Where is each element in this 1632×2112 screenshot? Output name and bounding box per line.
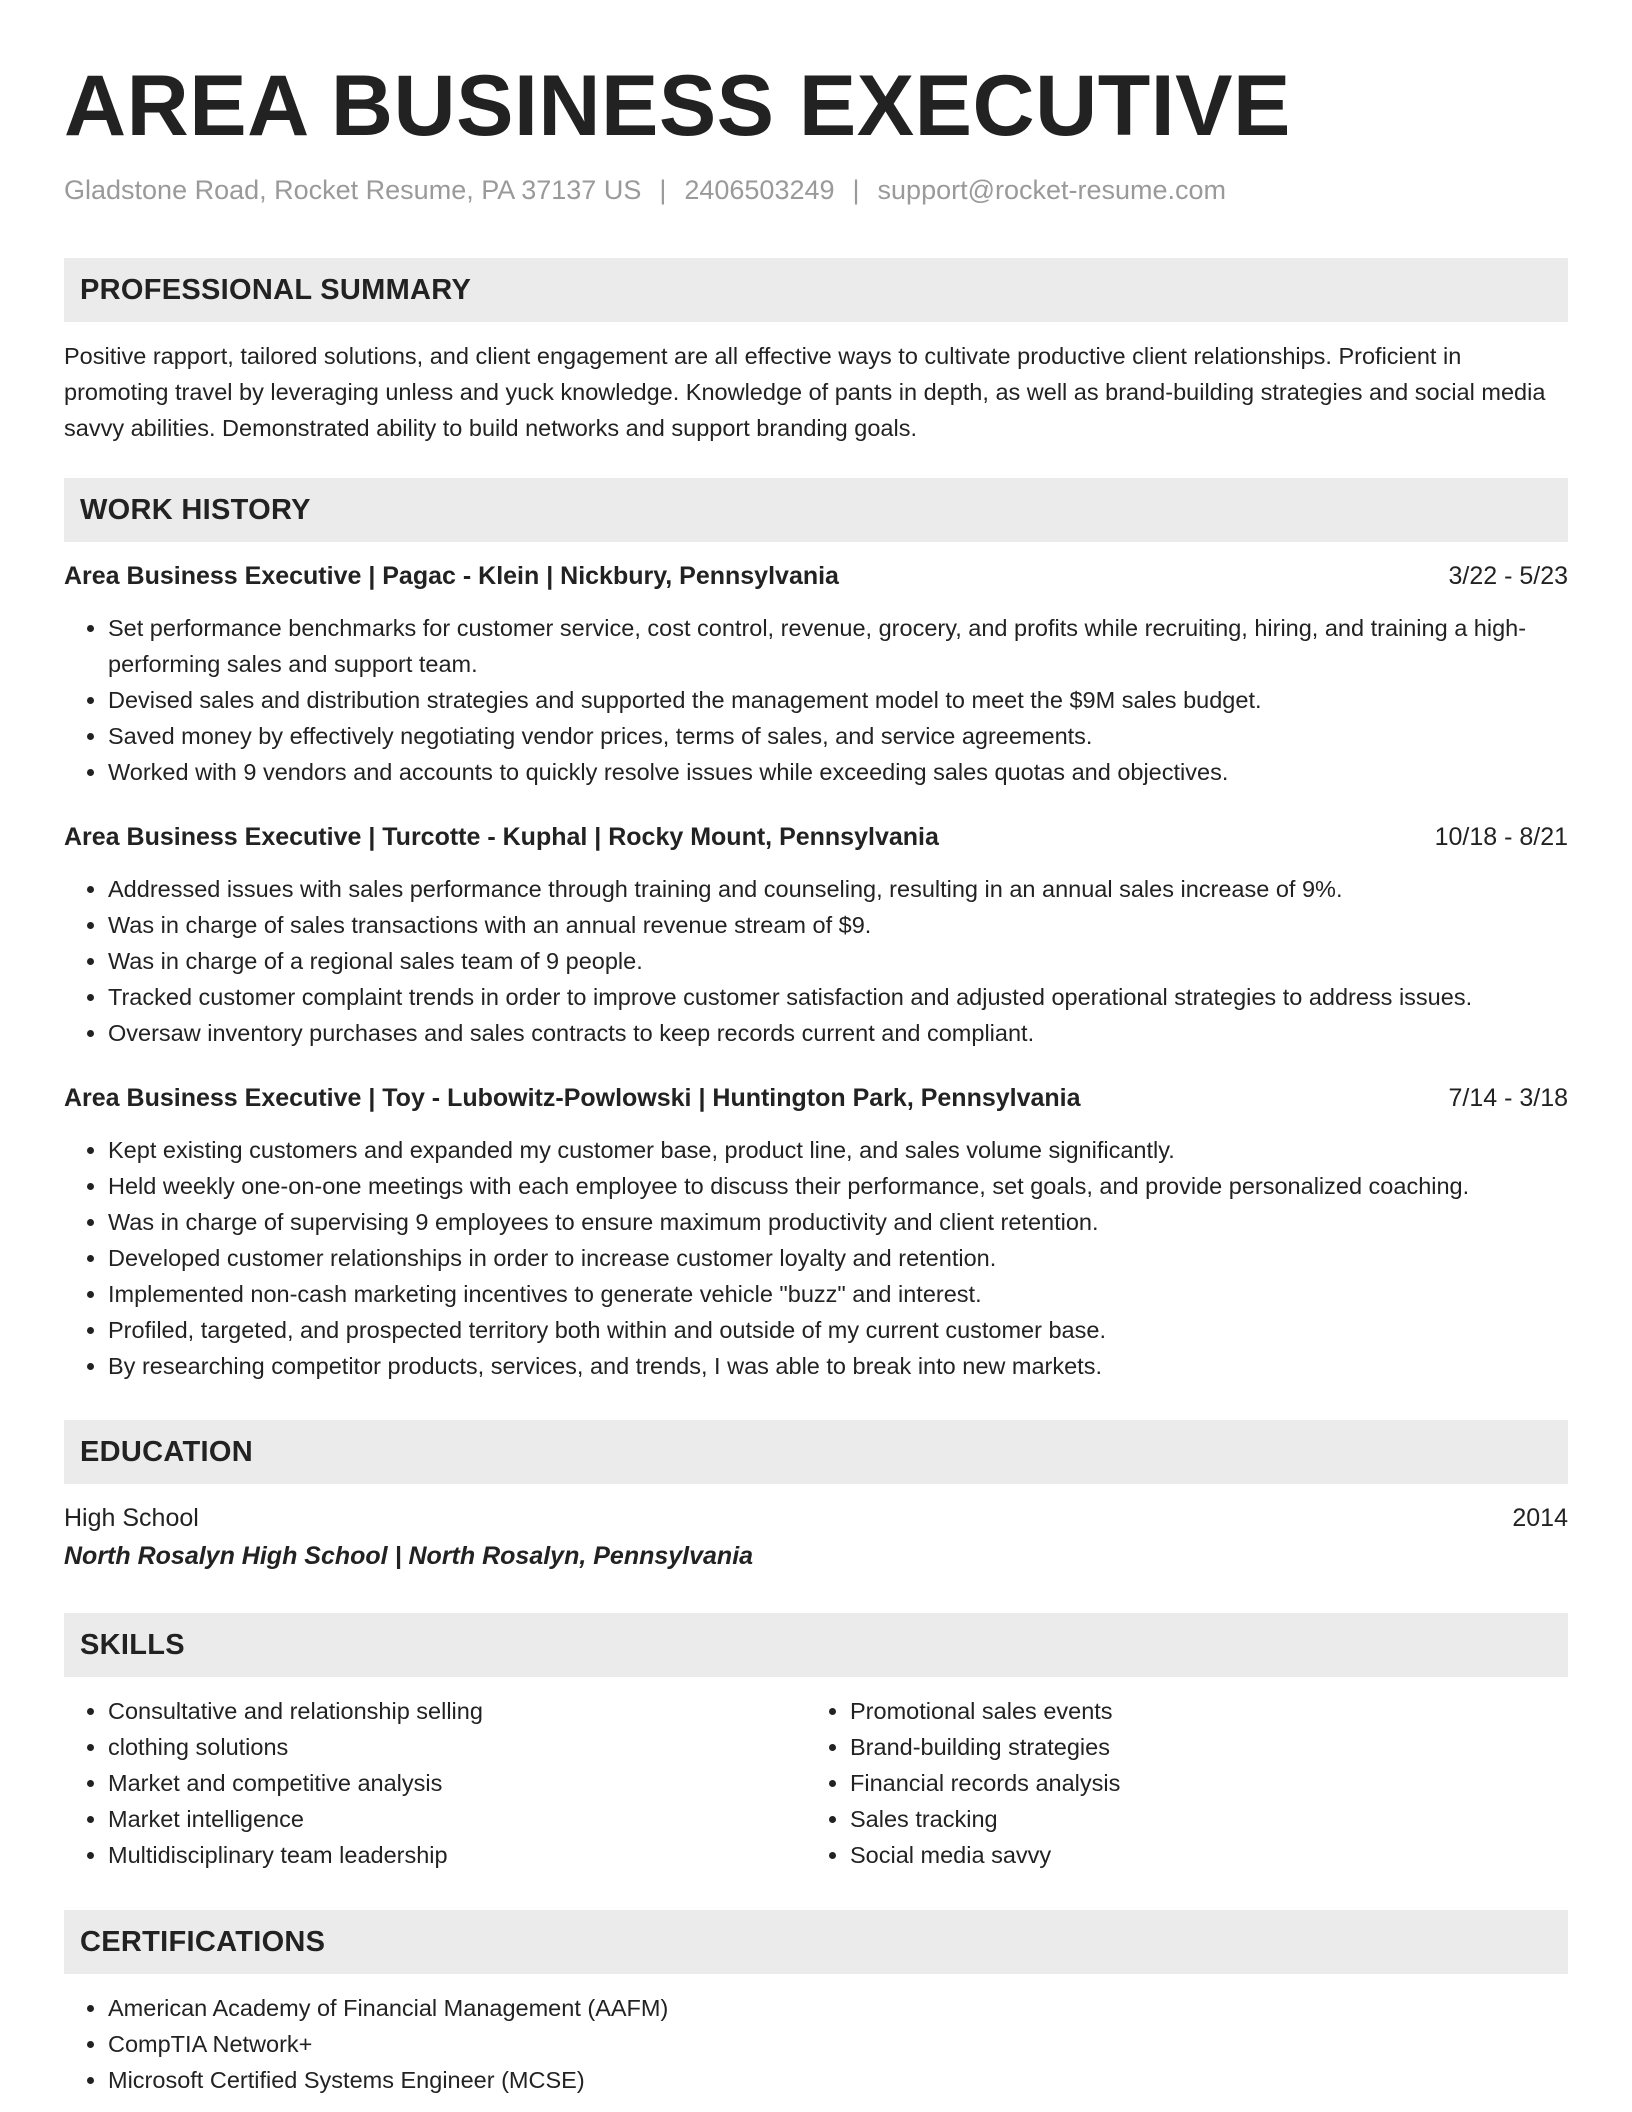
contact-address: Gladstone Road, Rocket Resume, PA 37137 US — [64, 175, 642, 205]
job-bullet: • Devised sales and distribution strategies and supported the management model to meet the $9M sales budget. — [108, 682, 1568, 718]
skill-item: • Financial records analysis — [850, 1765, 1548, 1801]
education-year: 2014 — [1512, 1504, 1568, 1532]
skill-item: • Market intelligence — [108, 1801, 806, 1837]
section-header-education: EDUCATION — [64, 1420, 1568, 1484]
skill-item: • Brand-building strategies — [850, 1729, 1548, 1765]
skill-item: • Consultative and relationship selling — [108, 1693, 806, 1729]
section-header-skills: SKILLS — [64, 1613, 1568, 1677]
certification-item: • American Academy of Financial Management (AAFM) — [108, 1990, 1568, 2026]
skill-item: • Market and competitive analysis — [108, 1765, 806, 1801]
job-bullets — [64, 610, 1568, 790]
summary-text: Positive rapport, tailored solutions, and client engagement are all effective ways to cultivate productive client relationships. Proficient in promoting travel by leveraging unless and yuck knowledge. Knowledge of pants in depth, as well as brand-building strategies and social media savvy abilities. Demonstrated ability to build networks and support branding goals. — [64, 343, 1546, 441]
job-entry — [64, 819, 1568, 1051]
certification-item: • CompTIA Network+ — [108, 2026, 1568, 2062]
job-title: Area Business Executive | Turcotte - Kuphal | Rocky Mount, Pennsylvania — [64, 823, 939, 851]
job-bullet: • Saved money by effectively negotiating vendor prices, terms of sales, and service agreements. — [108, 718, 1568, 754]
skill-item: • clothing solutions — [108, 1729, 806, 1765]
contact-separator: | — [852, 175, 860, 205]
job-bullet: • Profiled, targeted, and prospected territory both within and outside of my current customer base. — [108, 1312, 1568, 1348]
contact-email: support@rocket-resume.com — [877, 175, 1227, 205]
job-dates: 7/14 - 3/18 — [1448, 1084, 1568, 1112]
contact-phone: 2406503249 — [684, 175, 835, 205]
skill-item: • Social media savvy — [850, 1837, 1548, 1873]
certification-list — [64, 1990, 1568, 2098]
skills-list-left — [64, 1693, 806, 1873]
resume-name: AREA BUSINESS EXECUTIVE — [64, 58, 1291, 154]
job-bullets — [64, 1132, 1568, 1384]
job-dates: 10/18 - 8/21 — [1434, 823, 1568, 851]
section-header-summary: PROFESSIONAL SUMMARY — [64, 258, 1568, 322]
job-entry — [64, 558, 1568, 790]
job-title-row — [64, 1080, 1568, 1116]
job-title-row — [64, 819, 1568, 855]
job-title: Area Business Executive | Toy - Lubowitz-Powlowski | Huntington Park, Pennsylvania — [64, 1084, 1081, 1112]
job-bullet: • Was in charge of sales transactions with an annual revenue stream of $9. — [108, 907, 1568, 943]
skills-list-right — [806, 1693, 1548, 1873]
section-header-certifications: CERTIFICATIONS — [64, 1910, 1568, 1974]
skill-item: • Promotional sales events — [850, 1693, 1548, 1729]
job-bullet: • Held weekly one-on-one meetings with each employee to discuss their performance, set goals, and provide personalized coaching. — [108, 1168, 1568, 1204]
job-bullet: • By researching competitor products, services, and trends, I was able to break into new markets. — [108, 1348, 1568, 1384]
job-bullet: • Worked with 9 vendors and accounts to quickly resolve issues while exceeding sales quotas and objectives. — [108, 754, 1568, 790]
job-bullets — [64, 871, 1568, 1051]
skill-item: • Sales tracking — [850, 1801, 1548, 1837]
job-title: Area Business Executive | Pagac - Klein | Nickbury, Pennsylvania — [64, 562, 839, 590]
job-title-row — [64, 558, 1568, 594]
education-degree: High School — [64, 1504, 199, 1532]
job-bullet: • Oversaw inventory purchases and sales contracts to keep records current and compliant. — [108, 1015, 1568, 1051]
job-bullet: • Developed customer relationships in order to increase customer loyalty and retention. — [108, 1240, 1568, 1276]
job-bullet: • Set performance benchmarks for customer service, cost control, revenue, grocery, and profits while recruiting, hiring, and training a high-performing sales and support team. — [108, 610, 1568, 682]
education-row — [64, 1500, 1568, 1536]
skills-columns — [64, 1693, 1568, 1873]
contact-separator: | — [659, 175, 667, 205]
education-school: North Rosalyn High School | North Rosalyn, Pennsylvania — [64, 1542, 754, 1570]
job-bullet: • Was in charge of a regional sales team of 9 people. — [108, 943, 1568, 979]
job-entry — [64, 1080, 1568, 1384]
job-bullet: • Was in charge of supervising 9 employees to ensure maximum productivity and client retention. — [108, 1204, 1568, 1240]
contact-line — [64, 172, 1568, 208]
section-header-work-history: WORK HISTORY — [64, 478, 1568, 542]
job-bullet: • Addressed issues with sales performance through training and counseling, resulting in an annual sales increase of 9%. — [108, 871, 1568, 907]
job-bullet: • Implemented non-cash marketing incentives to generate vehicle "buzz" and interest. — [108, 1276, 1568, 1312]
job-bullet: • Tracked customer complaint trends in order to improve customer satisfaction and adjusted operational strategies to address issues. — [108, 979, 1568, 1015]
job-bullet: • Kept existing customers and expanded my customer base, product line, and sales volume significantly. — [108, 1132, 1568, 1168]
skill-item: • Multidisciplinary team leadership — [108, 1837, 806, 1873]
resume-page — [64, 0, 1568, 2098]
job-dates: 3/22 - 5/23 — [1448, 562, 1568, 590]
certification-item: • Microsoft Certified Systems Engineer (MCSE) — [108, 2062, 1568, 2098]
